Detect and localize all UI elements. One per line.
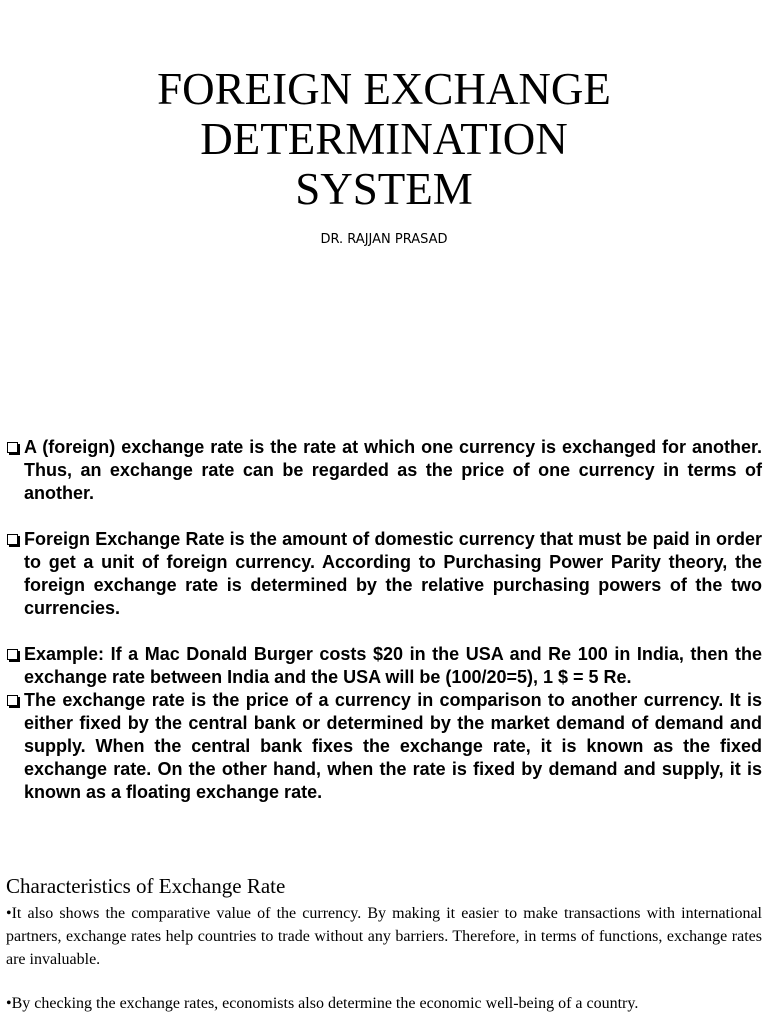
title-slide — [0, 0, 768, 400]
list-item — [6, 643, 762, 689]
characteristics-section — [6, 872, 762, 1015]
square-bullet-icon — [7, 695, 18, 706]
section-heading: Characteristics of Exchange Rate — [6, 874, 286, 898]
paragraph: •It also shows the comparative value of the currency. By making it easier to make transactions with international partners, exchange rates help countries to trade without any barriers. Therefore, in terms of functions, exchange rates are invaluable. — [6, 905, 762, 968]
square-bullet-icon — [7, 442, 18, 453]
list-item-text: The exchange rate is the price of a currency in comparison to another currency. It is either fixed by the central bank or determined by the market demand of demand and supply. When the central bank fixes the exchange rate, it is known as the fixed exchange rate. On the other hand, when the rate is fixed by demand and supply, it is known as a floating exchange rate. — [24, 690, 762, 802]
list-item-text: Foreign Exchange Rate is the amount of domestic currency that must be paid in order to get a unit of foreign currency. According to Purchasing Power Parity theory, the foreign exchange rate is determined by the relative purchasing powers of the two currencies. — [24, 529, 762, 618]
square-bullet-icon — [7, 649, 18, 660]
title-line-3: SYSTEM — [295, 164, 473, 214]
list-item-text: Example: If a Mac Donald Burger costs $20 in the USA and Re 100 in India, then the exchange rate between India and the USA will be (100/20=5), 1 $ = 5 Re. — [24, 644, 762, 687]
list-item — [6, 436, 762, 505]
definition-list — [6, 436, 762, 804]
title-line-2: DETERMINATION — [200, 114, 568, 164]
list-item — [6, 689, 762, 804]
title-line-1: FOREIGN EXCHANGE — [157, 64, 611, 114]
document-title — [0, 64, 768, 214]
list-item-text: A (foreign) exchange rate is the rate at which one currency is exchanged for another. Thus, an exchange rate can be regarded as the price of one currency in terms of another. — [24, 437, 762, 503]
paragraph: •By checking the exchange rates, economists also determine the economic well-being of a country. — [6, 995, 639, 1012]
author-name: DR. RAJJAN PRASAD — [320, 232, 448, 247]
square-bullet-icon — [7, 534, 18, 545]
list-item — [6, 528, 762, 620]
